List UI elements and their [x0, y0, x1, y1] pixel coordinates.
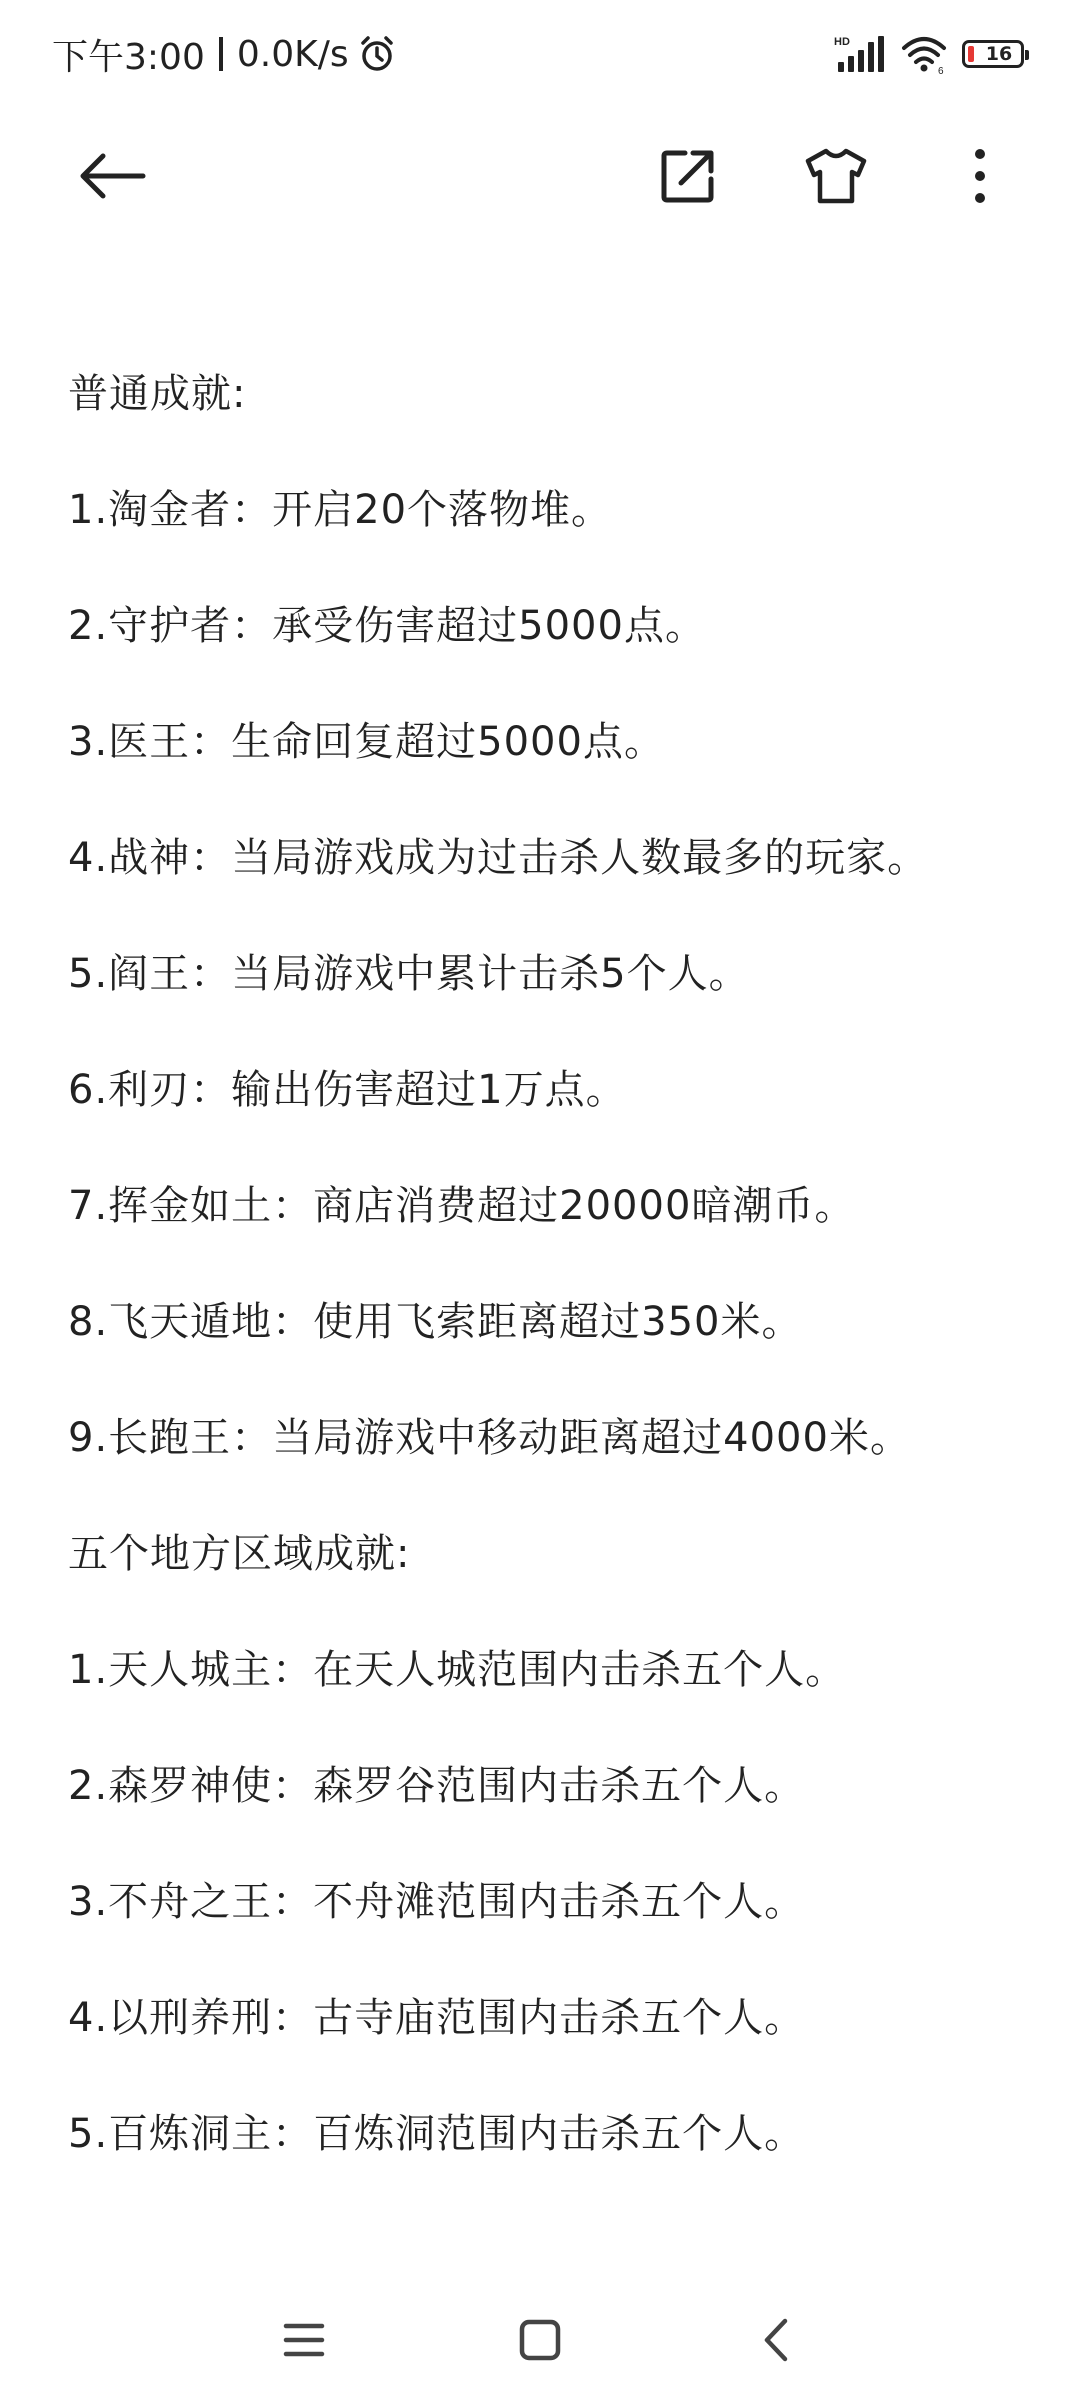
recent-apps-button[interactable] — [274, 2310, 334, 2370]
battery-cap — [1025, 50, 1029, 60]
achievement-line: 2.守护者：承受伤害超过5000点。 — [68, 603, 706, 649]
status-left — [52, 28, 397, 80]
svg-text:6: 6 — [938, 66, 944, 74]
note-content[interactable] — [68, 370, 1028, 2226]
home-square-icon — [518, 2318, 562, 2362]
achievement-line: 5.阎王：当局游戏中累计击杀5个人。 — [68, 951, 750, 997]
more-vertical-icon — [970, 146, 990, 206]
alarm-icon — [357, 34, 397, 74]
status-separator — [219, 37, 223, 71]
status-bar — [0, 0, 1080, 110]
achievement-line: 3.不舟之王：不舟滩范围内击杀五个人。 — [68, 1879, 806, 1925]
toolbar — [0, 120, 1080, 230]
achievement-line: 7.挥金如土：商店消费超过20000暗潮币。 — [68, 1183, 856, 1229]
battery-icon — [962, 40, 1024, 68]
achievement-line: 9.长跑王：当局游戏中移动距离超过4000米。 — [68, 1415, 911, 1461]
theme-button[interactable] — [796, 136, 876, 216]
wifi-icon — [900, 34, 948, 74]
achievement-line: 2.森罗神使：森罗谷范围内击杀五个人。 — [68, 1763, 806, 1809]
achievement-line: 4.战神：当局游戏成为过击杀人数最多的玩家。 — [68, 835, 929, 881]
achievement-line: 3.医王：生命回复超过5000点。 — [68, 719, 665, 765]
status-right — [834, 32, 1024, 76]
back-chevron-icon — [761, 2317, 791, 2363]
system-nav-bar — [0, 2300, 1080, 2380]
section-heading-regional: 五个地方区域成就: — [68, 1531, 411, 1577]
battery-level-text: 16 — [985, 43, 1013, 65]
battery-level-fill — [968, 46, 974, 62]
back-button[interactable] — [72, 136, 152, 216]
achievement-line: 1.天人城主：在天人城范围内击杀五个人。 — [68, 1647, 847, 1693]
achievement-line: 8.飞天遁地：使用飞索距离超过350米。 — [68, 1299, 803, 1345]
system-back-button[interactable] — [746, 2310, 806, 2370]
network-badge: HD — [834, 36, 850, 48]
achievement-line: 6.利刃：输出伤害超过1万点。 — [68, 1067, 627, 1113]
status-time: 下午3:00 — [52, 36, 205, 78]
status-net-speed: 0.0K/s — [236, 33, 349, 75]
section-heading-general: 普通成就: — [68, 371, 247, 417]
tshirt-icon — [804, 147, 868, 205]
share-button[interactable] — [648, 136, 728, 216]
achievement-line: 1.淘金者：开启20个落物堆。 — [68, 487, 613, 533]
share-icon — [659, 147, 717, 205]
achievement-line: 4.以刑养刑：古寺庙范围内击杀五个人。 — [68, 1995, 806, 2041]
signal-icon — [834, 34, 886, 74]
home-button[interactable] — [510, 2310, 570, 2370]
more-button[interactable] — [940, 136, 1020, 216]
achievement-line: 5.百炼洞主：百炼洞范围内击杀五个人。 — [68, 2111, 806, 2157]
back-arrow-icon — [77, 151, 147, 201]
menu-icon — [282, 2320, 326, 2360]
